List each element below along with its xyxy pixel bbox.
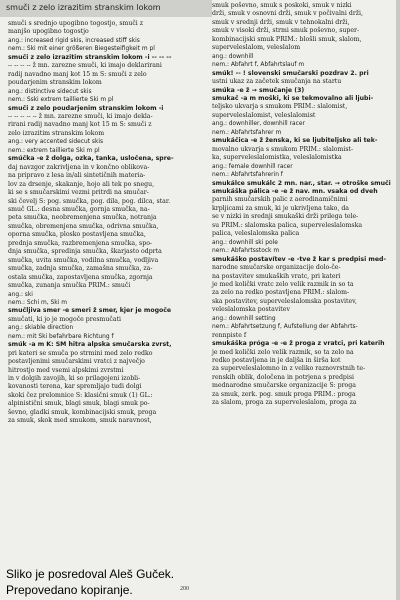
dictionary-line: nem.: Abfahrtsfahrerin f [212,172,283,179]
dictionary-line: nem.: mit Ski befahrbare Richtung f [8,333,114,340]
dictionary-line: superveleslalomist, veleslalomist [212,111,316,119]
dictionary-line: ostala smučka, zapostavljena smučka, zgornja [8,273,153,281]
dictionary-line: veleslalomska postavitev [212,306,290,314]
dictionary-line: smúk -a m K: SM hitra alpska smučarska zvrst, [8,341,172,349]
dictionary-line: pri kateri se smuča po strmini med zelo redko [8,349,153,357]
book-spine-edge [396,0,400,600]
dictionary-line: nem.: Abfahrt f, Abfahrtslauf m [212,62,305,69]
dictionary-line: alpinistični smuk, blagi smuk, blagi smuk po- [8,400,150,408]
dictionary-line: movalno ukvarja s smukom PRIM.: slalomist- [212,145,354,153]
dictionary-line: dnja smučka, spredinja smučka, škarjasto odprta [8,248,162,256]
dictionary-line: smúk! -- ! slovenski smučarski pozdrav 2. pri [212,69,369,77]
left-column [8,20,208,426]
dictionary-line: ševno, gladki smuk, kombinacijski smuk, proga [8,408,157,416]
dictionary-line: ka, superveleslalomistka, veleslalomistka [212,154,342,162]
dictionary-line: skoki čez prelomnice S: klasični smuk (1) GL.: [8,391,153,399]
dictionary-line: smukáška pálica -e -e ž nav. mn. vsaka od dveh [212,187,378,195]
dictionary-line: nem.: Abfahrtsetzung f, Aufstellung der Abfahrts- [212,324,358,331]
dictionary-line: ang.: downhiller, downhill racer [212,121,305,128]
dictionary-line: ska postavitev, superveleslalomska postavitev, [212,297,357,305]
dictionary-line: ang.: downhill [212,53,254,60]
dictionary-line: ang.: skiable direction [8,325,74,332]
dictionary-line: smučka, obremenjena smučka, odrivna smučka, [8,222,159,230]
dictionary-line: ang.: distinctive sidecut skis [8,88,92,95]
right-column [212,2,394,408]
dictionary-line: lov za drsenje, skakanje, hojo ali tek po snegu, [8,180,155,188]
dictionary-line: zelo izrazitim stranskim lokom [8,129,105,137]
dictionary-line: ang.: very accented sidecut skis [8,139,104,146]
dictionary-line: smukáčica -e ž ženska, ki se ljubiteljsko ali tek- [212,137,378,145]
running-head-text: smuči z zelo izrazitim stranskim lokom [6,3,161,12]
dictionary-line: smúčka -e ž dolga, ozka, tanka, usločena, spre- [8,155,174,163]
dictionary-line: opornа smučka, plosko postavljena smučka, [8,231,146,239]
dictionary-line: smuk v srednji drži, smuk v tehnokalni drži, [212,18,350,26]
dictionary-line: nem.: extrem taillierte Ski m pl [8,147,100,154]
dictionary-line: superveleslalom, veleslalom [212,44,301,52]
dictionary-line: na pripravo z lesa in/ali sintetičnih materia- [8,172,146,180]
dictionary-line: nem.: Abfahrtsstock m [212,248,280,255]
copying-prohibited-line: Prepovedano kopiranje. [6,583,133,597]
dictionary-line: je med količki zelo velik razmik, so ta zelo na [212,348,354,356]
dictionary-line: -- -- -- -- ž mn. zarezne smuči, ki imajo deklarirani [8,62,162,70]
dictionary-line: ang.: downhill ski pole [212,239,278,246]
dictionary-line: postavljenimi smučarskimi vratci z največjo [8,358,145,366]
dictionary-line: nem.: Sski extrem taillierte Ski m pl [8,97,114,104]
dictionary-line: ang.: downhill setting [212,315,276,322]
dictionary-line: smučljiva smer -e smeri ž smer, kjer je mogoče [8,307,172,315]
dictionary-line: smukáško postavítev -e -tve ž kar s predpisi med- [212,255,387,263]
dictionary-line: poudarjenim stranskim lokom [8,79,102,87]
dictionary-line: je med količki vratc zelo velik razmik in so ta [212,280,354,288]
dictionary-line: narodne smučarske organizacije dolo-če- [212,264,341,272]
dictionary-line: smukač -a m moški, ki se tekmovalno ali ljubi- [212,94,374,102]
dictionary-line: renskih oblik, določena in potrjena s predpisi [212,373,355,381]
dictionary-line: daj navzgor zakrivljena in v končno oblikova- [8,163,150,171]
dictionary-line: smukálce smukálc 2 mn. nar., star. → otroške smuči [212,179,391,187]
dictionary-line: ang.: increased rigid skis, increased stiff skis [8,37,140,44]
dictionary-line: -- -- -- -- -- ž mn. zarezne smuči, ki imajo dekla- [8,112,153,120]
dictionary-line: teljsko ukvarja s smukom PRIM.: slalomist, [212,103,348,111]
dictionary-line: redko postavljena in je daljša in širša kot [212,357,341,365]
dictionary-line: smučka, zunanja smučka PRIM.: smuči [8,282,131,290]
dictionary-line: parnih smučarskih palic z aerodinamičnimi [212,196,348,204]
dictionary-line: ski čevelj S: pog. smučka, pog. dila, pog. dilca, star. [8,197,171,205]
dictionary-line: drži, smuk v osnovni drži, smuk v počivalni drži, [212,10,363,18]
dictionary-line: smuč GL.: desna smučka, gornja smučka, na- [8,205,150,213]
dictionary-line: smuči z zelo izrazitim stranskim lokom -i -- -- -- [8,53,172,61]
dictionary-line: mednarodne smučarske organizacije S: proga [212,382,356,390]
dictionary-line: kovanosti terena, kar spremljajo tudi dolgi [8,383,142,391]
dictionary-line: ustni ukaz za začetek smučanja na startu [212,78,342,86]
dictionary-line: rirani radij navadno manj kot 15 m S: smuči z [8,121,152,129]
dictionary-line: nem.: Schi m, Ski m [8,299,67,306]
dictionary-line: smuk poševno, smuk s poskoki, smuk v nizki [212,2,352,9]
dictionary-line: za zelo na redko postavljena PRIM.: slalom- [212,289,350,297]
dictionary-line: na postavitev smukaških vratc, pri kateri [212,272,341,280]
dictionary-line: smučka, zadnja smučka, zamašna smučka, za- [8,265,153,273]
dictionary-line: manjšo upogibno togostjo [8,28,89,36]
dictionary-line: ki se s smučarskimi vezmi pritrdi na smučar- [8,189,149,197]
dictionary-line: peta smučka, neobremenjena smučka, notranja [8,214,157,222]
dictionary-line: prednja smučka, razbremenjena smučka, spo- [8,239,153,247]
dictionary-line: se v nizki in srednji smukaški drži prilega tele- [212,213,359,221]
dictionary-line: za slalom, proga za superveleslalom, proga za [212,399,357,407]
credit-line: Sliko je posredoval Aleš Guček. [6,567,175,581]
dictionary-line: nem.: Ski mit einer größeren Biegesteifigkeit m pl [8,46,155,53]
dictionary-line: ang.: ski [8,291,33,298]
dictionary-line: rennpiste f [212,331,247,339]
copyright-notice [6,566,174,598]
dictionary-line: in v dolgih zavojih, ki so prilagojeni izobli- [8,375,141,383]
page-number: 200 [180,586,189,592]
dictionary-line: smukáška próga -e -e ž proga z vratci, pri katerih [212,340,385,348]
dictionary-line: za superveleslalomno in z veliko raznovrstnih te- [212,365,366,373]
dictionary-line: su PRIM.: slalomska palica, superveleslalomska [212,221,363,229]
dictionary-line: kombinacijski smuk PRIM.: blošli smuk, slalom, [212,35,362,43]
dictionary-line: smuk v visoki drži, strmi smuk poševno, super- [212,27,360,35]
running-head [0,0,212,17]
dictionary-line: smuči s srednjo upogibno togostjo, smuči z [8,20,144,27]
dictionary-line: smúka -e ž → smučanje (3) [212,86,305,94]
dictionary-line: ang.: female downhill racer [212,163,293,170]
dictionary-line: nem.: Abfahrtsfahrer m [212,129,282,136]
dictionary-line: smučati, ki jo je mogoče presmučati [8,315,122,323]
dictionary-line: radij navadno manj kot 15 m S: smuči z zelo [8,70,147,78]
dictionary-line: za smuk, skok med smukom, smuk naravnost, [8,417,152,425]
dictionary-line: smuči z zelo poudarjenim stranskim lokom -i [8,104,164,112]
dictionary-line: hitrostjo med vsemi alpskimi zvrstmi [8,366,124,374]
dictionary-line: palica, veleslalomska palica [212,230,300,238]
dictionary-line: za smuk, zerk. pog. smuk proga PRIM.: proga [212,390,356,398]
dictionary-line: krpljicami za smuk, ki je ukrivljena tako, da [212,204,349,212]
dictionary-line: smučka, uvita smučka, vodilna smučka, vodljiva [8,256,159,264]
